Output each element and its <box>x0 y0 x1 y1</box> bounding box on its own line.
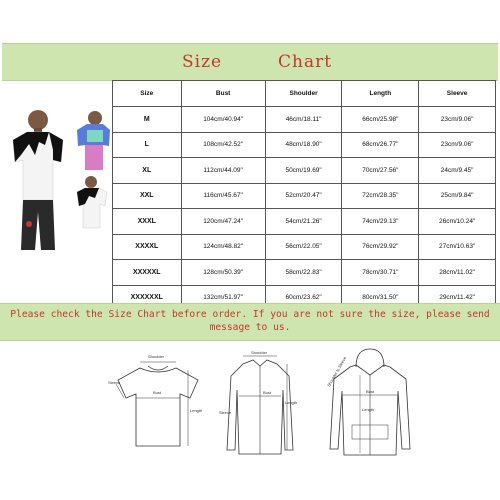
size-table <box>112 80 496 311</box>
sleeve-cell: 23cm/9.06" <box>419 107 496 133</box>
header-bust: Bust <box>181 81 265 107</box>
bust-cell: 116cm/45.67" <box>181 183 265 209</box>
tshirt-bust-label: Bust <box>153 390 162 395</box>
sleeve-cell: 29cm/11.42" <box>419 285 496 311</box>
length-cell: 68cm/26.77" <box>342 132 419 158</box>
shirt-length-label: Length <box>285 400 298 405</box>
table-row <box>113 183 496 209</box>
title-chart: Chart <box>278 52 333 72</box>
size-cell: XXXXXL <box>113 260 182 286</box>
size-cell: XXL <box>113 183 182 209</box>
tshirt-sleeve-label: Sleeve <box>108 380 121 385</box>
sleeve-cell: 27cm/10.63" <box>419 234 496 260</box>
sleeve-cell: 23cm/9.06" <box>419 132 496 158</box>
length-cell: 66cm/25.98" <box>342 107 419 133</box>
size-cell: XL <box>113 158 182 184</box>
table-row <box>113 107 496 133</box>
shirt-outline-icon <box>215 350 305 460</box>
title-band <box>2 43 498 81</box>
size-cell: M <box>113 107 182 133</box>
header-sleeve: Sleeve <box>419 81 496 107</box>
length-cell: 80cm/31.50" <box>342 285 419 311</box>
shoulder-cell: 58cm/22.83" <box>265 260 342 286</box>
sleeve-cell: 28cm/11.02" <box>419 260 496 286</box>
shoulder-cell: 60cm/23.62" <box>265 285 342 311</box>
sleeve-cell: 24cm/9.45" <box>419 158 496 184</box>
table-row <box>113 132 496 158</box>
title-size: Size <box>182 52 223 72</box>
header-length: Length <box>342 81 419 107</box>
bust-cell: 120cm/47.24" <box>181 209 265 235</box>
length-cell: 72cm/28.35" <box>342 183 419 209</box>
length-cell: 78cm/30.71" <box>342 260 419 286</box>
shirt-sleeve-label: Sleeve <box>219 410 232 415</box>
product-photo <box>5 100 110 250</box>
notice-band <box>0 303 500 341</box>
header-shoulder: Shoulder <box>265 81 342 107</box>
shirt-shoulder-label: Shoulder <box>251 350 268 355</box>
bust-cell: 132cm/51.97" <box>181 285 265 311</box>
length-cell: 76cm/29.92" <box>342 234 419 260</box>
notice-text: Please check the Size Chart before order. If you are not sure the size, please send message to us. <box>10 309 490 333</box>
size-cell: XXXXL <box>113 234 182 260</box>
table-row <box>113 158 496 184</box>
shoulder-cell: 52cm/20.47" <box>265 183 342 209</box>
size-cell: L <box>113 132 182 158</box>
bust-cell: 128cm/50.39" <box>181 260 265 286</box>
tshirt-shoulder-label: Shoulder <box>148 354 165 359</box>
table-row <box>113 234 496 260</box>
tshirt-diagram <box>108 350 208 460</box>
header-size: Size <box>113 81 182 107</box>
sleeve-cell: 26cm/10.24" <box>419 209 496 235</box>
tshirt-outline-icon <box>108 350 208 460</box>
hoodie-outline-icon <box>320 345 420 460</box>
length-cell: 74cm/29.13" <box>342 209 419 235</box>
shoulder-cell: 54cm/21.26" <box>265 209 342 235</box>
length-cell: 70cm/27.56" <box>342 158 419 184</box>
bust-cell: 112cm/44.09" <box>181 158 265 184</box>
shoulder-cell: 50cm/19.69" <box>265 158 342 184</box>
bust-cell: 104cm/40.94" <box>181 107 265 133</box>
table-row <box>113 260 496 286</box>
shirt-diagram <box>215 350 305 460</box>
table-row <box>113 209 496 235</box>
table-header-row <box>113 81 496 107</box>
hoodie-shoulder-label: Shoulder to Sleeve <box>326 355 348 388</box>
size-cell: XXXL <box>113 209 182 235</box>
bust-cell: 124cm/48.82" <box>181 234 265 260</box>
sleeve-cell: 25cm/9.84" <box>419 183 496 209</box>
shoulder-cell: 48cm/18.90" <box>265 132 342 158</box>
hoodie-bust-label: Bust <box>366 389 375 394</box>
shirt-bust-label: Bust <box>263 390 272 395</box>
hoodie-diagram <box>320 345 420 460</box>
size-cell: XXXXXXL <box>113 285 182 311</box>
hoodie-length-label: Length <box>362 407 375 412</box>
shoulder-cell: 56cm/22.05" <box>265 234 342 260</box>
shoulder-cell: 46cm/18.11" <box>265 107 342 133</box>
tshirt-length-label: Length <box>190 408 203 413</box>
bust-cell: 108cm/42.52" <box>181 132 265 158</box>
